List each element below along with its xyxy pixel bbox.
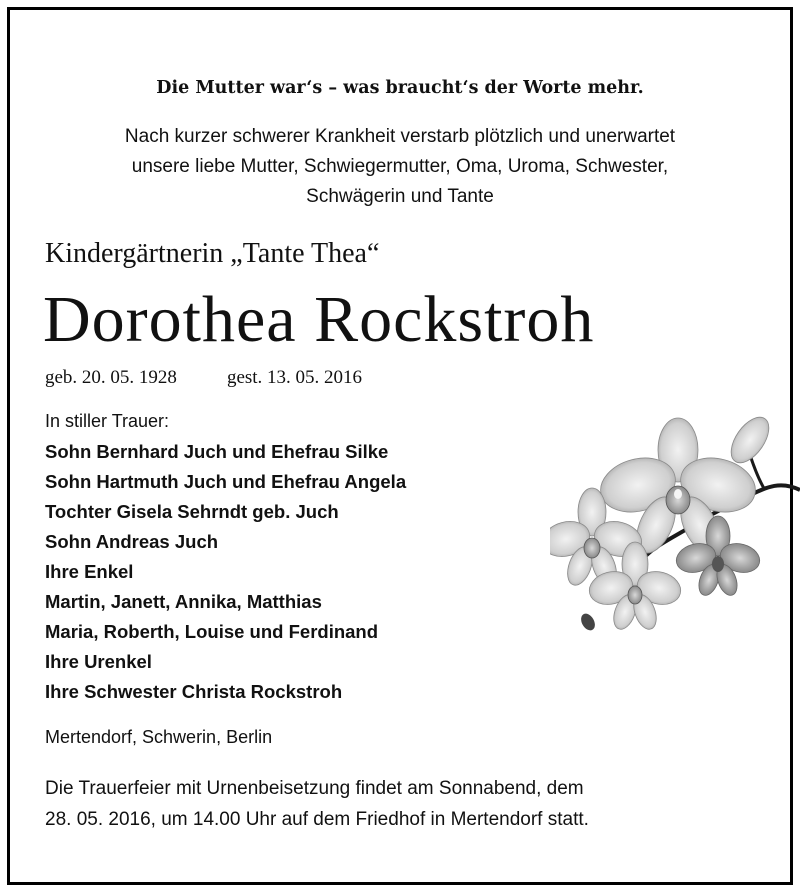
mourner-line: Ihre Schwester Christa Rockstroh [45,681,343,702]
birth-date: geb. 20. 05. 1928 [45,367,177,388]
motto: Die Mutter war‘s – was braucht‘s der Worte mehr. [156,78,644,98]
mourner-line: Sohn Bernhard Juch und Ehefrau Silke [45,441,389,462]
mourner-line: Tochter Gisela Sehrndt geb. Juch [45,501,339,522]
funeral-notice [45,773,589,835]
mourner-line: Ihre Enkel [45,561,134,582]
funeral-line: 28. 05. 2016, um 14.00 Uhr auf dem Friedhof in Mertendorf statt. [45,809,589,830]
intro-line: unsere liebe Mutter, Schwiegermutter, Oma, Uroma, Schwester, [131,156,669,177]
mourner-line: Sohn Andreas Juch [45,531,219,552]
mourner-line: Sohn Hartmuth Juch und Ehefrau Angela [45,471,407,492]
life-dates [45,367,362,389]
deceased-subtitle: Kindergärtnerin „Tante Thea“ [45,238,380,269]
intro-line: Nach kurzer schwerer Krankheit verstarb plötzlich und unerwartet [124,126,676,147]
orchid-icon [550,410,800,635]
mourner-line: Ihre Urenkel [45,651,152,672]
mourner-line: Maria, Roberth, Louise und Ferdinand [45,621,379,642]
intro-text [10,122,790,212]
obituary-frame [7,7,793,885]
places: Mertendorf, Schwerin, Berlin [45,727,273,747]
death-date: gest. 13. 05. 2016 [226,367,363,388]
mourner-line: Martin, Janett, Annika, Matthias [45,591,322,612]
mourning-heading: In stiller Trauer: [45,411,170,431]
deceased-name: Dorothea Rockstroh [43,283,595,356]
intro-line: Schwägerin und Tante [306,186,494,207]
funeral-line: Die Trauerfeier mit Urnenbeisetzung findet am Sonnabend, dem [45,778,584,799]
mourners-list [45,437,406,707]
